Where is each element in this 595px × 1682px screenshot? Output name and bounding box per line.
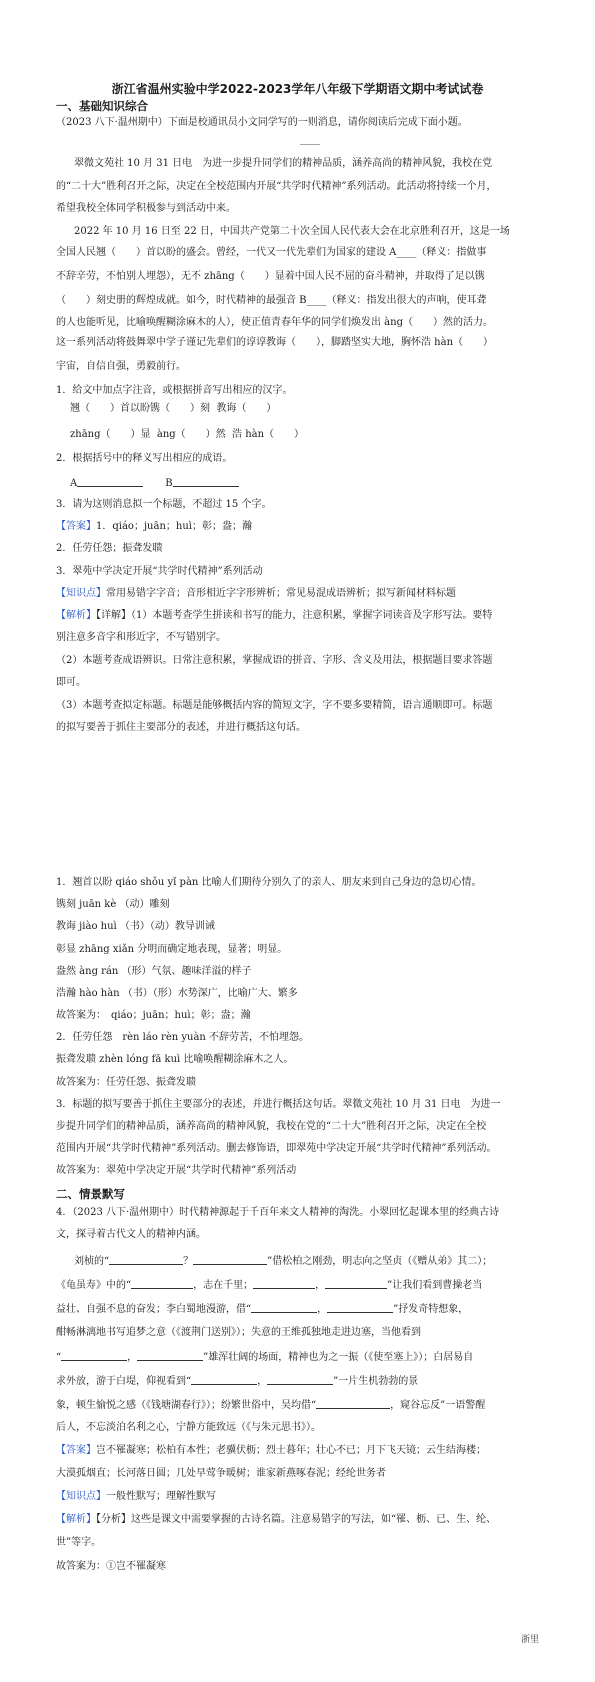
passage-line: 宇宙，自信自强，勇毅前行。 bbox=[56, 361, 186, 372]
analysis-line: 故答案为：①岂不罹凝寒 bbox=[56, 1561, 166, 1572]
sub-question-line: zhāng（ ）显 àng（ ）然 浩 hàn（ ） bbox=[70, 429, 305, 440]
explanation-line: 2．任劳任怨 rèn láo rèn yuàn 不辞劳苦，不怕埋怨。 bbox=[56, 1032, 310, 1043]
sub-question-2: 2．根据括号中的释义写出相应的成语。 bbox=[56, 453, 233, 464]
q1-intro: （2023 八下·温州期中）下面是校通讯员小文同学写的一则消息，请你阅读后完成下面小题。 bbox=[56, 117, 468, 128]
fill-line: 益壮、自强不息的奋发；李白蜀地漫游，借“ ， ”抒发奇特想象， bbox=[56, 1304, 469, 1315]
analysis-line: （3）本题考查拟定标题。标题是能够概括内容的简短文字，字不要多要精简，语言通顺即可。标题 bbox=[56, 700, 493, 711]
answer-blank-a[interactable] bbox=[77, 476, 143, 487]
answer-line bbox=[56, 1444, 540, 1457]
explanation-line: 盎然 àng rán （形）气氛、趣味洋溢的样子 bbox=[56, 966, 252, 977]
analysis-text: 【分析】这些是课文中需要掌握的古诗名篇。注意易错字的写法，如“罹、枥、已、生、纶、 bbox=[96, 1514, 497, 1525]
passage-line: 2022 年 10 月 16 日至 22 日，中国共产党第二十次全国人民代表大会在北京胜利召开，这是一场 bbox=[74, 226, 510, 237]
knowledge-point bbox=[56, 587, 540, 600]
explanation-line: 1．翘首以盼 qiáo shǒu yǐ pàn 比喻人们期待分别久了的亲人、朋友来到自己身边的急切心情。 bbox=[56, 877, 482, 888]
fill-line: 《龟虽寿》中的“ ，志在千里； ， ”让我们看到曹操老当 bbox=[56, 1280, 483, 1291]
blank-label-a: A bbox=[70, 478, 78, 489]
fill-blank[interactable] bbox=[193, 1254, 267, 1265]
answer-line bbox=[56, 520, 540, 533]
sub-question-line: 翘（ ）首以盼镌（ ）刻 教诲（ ） bbox=[70, 403, 277, 414]
passage-line: 翠微文苑社 10 月 31 日电 为进一步提升同学们的精神品质，涵养高尚的精神风貌，我校在党 bbox=[74, 158, 493, 169]
answer-line: 3．翠苑中学决定开展“共学时代精神”系列活动 bbox=[56, 566, 263, 577]
knowledge-point bbox=[56, 1490, 540, 1503]
fill-blank[interactable] bbox=[251, 1302, 317, 1313]
analysis-line bbox=[56, 1513, 540, 1526]
fill-line: “ ， ”雄浑壮阔的场面，精神也为之一振（《使至塞上》）；白居易自 bbox=[56, 1352, 474, 1363]
fill-line: 后人，不忘淡泊名利之心，宁静方能致远（《与朱元思书》）。 bbox=[56, 1422, 321, 1433]
explanation-line: 范围内开展“共学时代精神”系列活动。删去修饰语，即翠苑中学决定开展“共学时代精神”系列活动。 bbox=[56, 1143, 497, 1154]
fill-line: 求外放，游于白堤，仰视看到“ ， ”一片生机勃勃的景 bbox=[56, 1376, 419, 1387]
answer-text: 1．qiáo；juān；huì；彰；盎；瀚 bbox=[96, 521, 252, 532]
sub-question-3: 3．请为这则消息拟一个标题，不超过 15 个字。 bbox=[56, 499, 272, 510]
passage-line: 这一系列活动将鼓舞翠中学子谨记先辈们的谆谆教诲（ ），脚踏坚实大地，胸怀浩 hàn（ ） bbox=[56, 337, 494, 348]
fill-blank[interactable] bbox=[109, 1254, 183, 1265]
knowledge-tag: 【知识点】 bbox=[56, 588, 106, 599]
answer-tag: 【答案】 bbox=[56, 1445, 96, 1456]
q4-intro: 4．（2023 八下·温州期中）时代精神源起于千百年来文人精神的淘洗。小翠回忆起课本里的经典古诗 bbox=[56, 1207, 500, 1218]
answer-blank-b[interactable] bbox=[173, 476, 239, 487]
analysis-line: （2）本题考查成语辨识。日常注意积累，掌握成语的拼音、字形、含义及用法，根据题目要求答题 bbox=[56, 655, 493, 666]
fill-blank[interactable] bbox=[61, 1350, 127, 1361]
explanation-line: 故答案为： qiáo；juān；huì；彰；盎；瀚 bbox=[56, 1010, 251, 1021]
explanation-line: 故答案为：翠苑中学决定开展“共学时代精神”系列活动 bbox=[56, 1165, 297, 1176]
fill-blank[interactable] bbox=[316, 1398, 390, 1409]
passage-line: （ ）刻史册的辉煌成就。如今，时代精神的最强音 B____（释义：指发出很大的声响，使耳聋 bbox=[56, 295, 487, 306]
fill-blank[interactable] bbox=[327, 1302, 393, 1313]
page-footer: 浙里 bbox=[520, 1635, 539, 1645]
q1-blank-title: ____ bbox=[300, 134, 320, 145]
passage-line: 希望我校全体同学积极参与到活动中来。 bbox=[56, 203, 236, 214]
explanation-line: 彰显 zhāng xiǎn 分明而确定地表现，显著；明显。 bbox=[56, 944, 288, 955]
explanation-line: 步提升同学们的精神品质，涵养高尚的精神风貌，我校在党的“二十大”胜利召开之际，决定在全校 bbox=[56, 1121, 487, 1132]
answer-tag: 【答案】 bbox=[56, 521, 96, 532]
answer-line: 2．任劳任怨；振聋发聩 bbox=[56, 543, 163, 554]
explanation-line: 振聋发聩 zhèn lóng fā kuì 比喻唤醒糊涂麻木之人。 bbox=[56, 1054, 294, 1065]
passage-line: 全国人民翘（ ）首以盼的盛会。曾经，一代又一代先辈们为国家的建设 A____（释义：指做事 bbox=[56, 247, 487, 258]
fill-blank[interactable] bbox=[191, 1374, 257, 1385]
sub-question-line bbox=[70, 476, 540, 490]
fill-blank[interactable] bbox=[137, 1350, 203, 1361]
knowledge-text: 一般性默写；理解性默写 bbox=[106, 1491, 216, 1502]
explanation-line: 浩瀚 hào hàn （书）（形）水势深广，比喻广大、繁多 bbox=[56, 988, 298, 999]
passage-line: 的“二十大”胜利召开之际，决定在全校范围内开展“共学时代精神”系列活动。此活动将持续一个月， bbox=[56, 181, 497, 192]
fill-blank[interactable] bbox=[325, 1278, 387, 1289]
section-heading-2: 二、情景默写 bbox=[56, 1187, 125, 1201]
explanation-line: 故答案为：任劳任怨、振聋发聩 bbox=[56, 1077, 196, 1088]
section-heading-1: 一、基础知识综合 bbox=[56, 99, 148, 113]
fill-blank[interactable] bbox=[131, 1278, 193, 1289]
analysis-line: 别注意多音字和形近字，不写错别字。 bbox=[56, 632, 226, 643]
analysis-tag: 【解析】 bbox=[56, 610, 96, 621]
passage-line: 不辞辛劳，不怕别人埋怨），无不 zhāng（ ）显着中国人民不屈的奋斗精神，并取得了足以镌 bbox=[56, 271, 485, 282]
fill-line: 刘桢的“ ？ ”借松柏之刚劲，明志向之坚贞（《赠从弟》其二）； bbox=[74, 1256, 493, 1267]
fill-blank[interactable] bbox=[253, 1278, 315, 1289]
analysis-line: 即可。 bbox=[56, 677, 86, 688]
answer-line: 大漠孤烟直；长河落日圆；几处早莺争暖树；谁家新燕啄春泥；经纶世务者 bbox=[56, 1468, 386, 1479]
explanation-line: 镌刻 juān kè （动）雕刻 bbox=[56, 899, 170, 910]
analysis-line bbox=[56, 609, 540, 622]
fill-line: 象，顿生愉悦之感（《钱塘湖春行》）；纷繁世俗中，吴均借“ ，窥谷忘反”一语警醒 bbox=[56, 1400, 486, 1411]
answer-text: 岂不罹凝寒；松柏有本性；老骥伏枥；烈士暮年；壮心不已；月下飞天镜；云生结海楼； bbox=[96, 1445, 486, 1456]
analysis-line: 的拟写要善于抓住主要部分的表述，并进行概括这句话。 bbox=[56, 722, 306, 733]
analysis-tag: 【解析】 bbox=[56, 1514, 96, 1525]
sub-question-1: 1．给文中加点字注音，或根据拼音写出相应的汉字。 bbox=[56, 385, 293, 396]
knowledge-tag: 【知识点】 bbox=[56, 1491, 106, 1502]
q4-intro: 文，探寻着古代文人的精神内涵。 bbox=[56, 1229, 206, 1240]
fill-blank[interactable] bbox=[267, 1374, 333, 1385]
knowledge-text: 常用易错字字音；音形相近字字形辨析；常见易混成语辨析；拟写新闻材料标题 bbox=[106, 588, 456, 599]
fill-line: 酣畅淋漓地书写追梦之意（《渡荆门送别》）；失意的王维孤独地走进边塞，当他看到 bbox=[56, 1327, 421, 1338]
analysis-text: 【详解】（1）本题考查学生拼读和书写的能力，注意积累，掌握字词读音及字形写法。要特 bbox=[96, 610, 493, 621]
page-title: 浙江省温州实验中学2022-2023学年八年级下学期语文期中考试试卷 bbox=[111, 82, 484, 96]
explanation-line: 教诲 jiào huì （书）（动）教导训诫 bbox=[56, 921, 215, 932]
blank-label-b: B bbox=[165, 478, 173, 489]
analysis-line: 世”等字。 bbox=[56, 1537, 102, 1548]
passage-line: 的人也能听见，比喻唤醒糊涂麻木的人），使正值青春年华的同学们焕发出 àng（ ）然的活力。 bbox=[56, 317, 493, 328]
explanation-line: 3．标题的拟写要善于抓住主要部分的表述，并进行概括这句话。翠微文苑社 10 月 31 日电 为进一 bbox=[56, 1099, 501, 1110]
